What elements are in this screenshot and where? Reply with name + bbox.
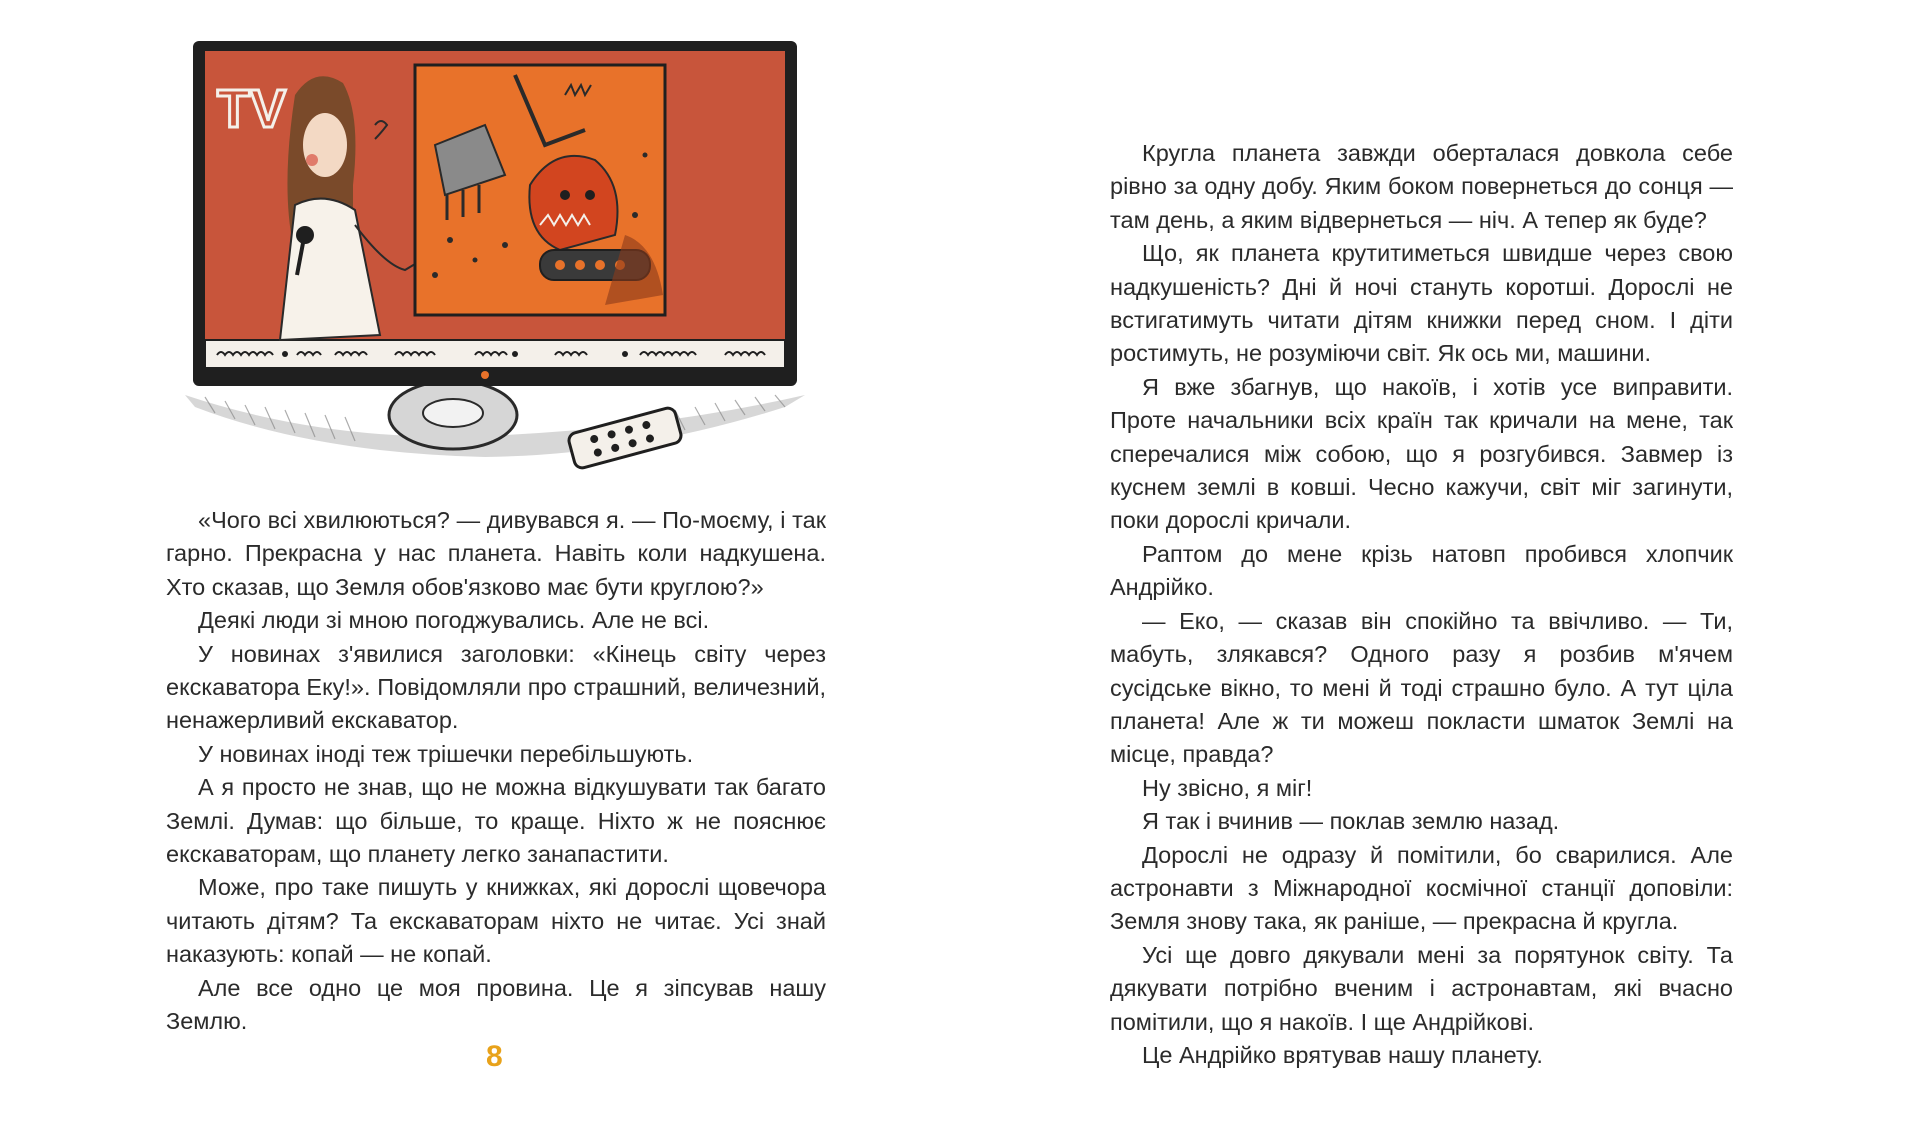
tv-illustration [185, 35, 825, 475]
paragraph: Може, про таке пишуть у книжках, які дорослі щовечора читають дітям? Та екскаваторам ніхто не читає. Усі знай наказують: копай — не копай. [166, 874, 826, 968]
paragraph: Раптом до мене крізь натовп пробився хлопчик Андрійко. [1110, 540, 1733, 601]
paragraph: Я так і вчинив — поклав землю назад. [1142, 808, 1560, 835]
paragraph: «Чого всі хвилюються? — дивувався я. — По-моєму, і так гарно. Прекрасна у нас планета. Навіть коли надкушена. Хто сказав, що Земля обов'язково має бути круглою?» [166, 507, 826, 600]
page-number: 8 [486, 1040, 503, 1073]
right-page-text [1110, 137, 1733, 1072]
right-page [960, 0, 1920, 1123]
paragraph: Дорослі не одразу й помітили, бо сварилися. Але астронавти з Міжнародної космічної станції доповіли: Земля знову така, як раніше, — прекрасна й кругла. [1110, 841, 1733, 935]
paragraph: Усі ще довго дякували мені за порятунок світу. Та дякувати потрібно вченим і астронавтам, які вчасно помітили, що я накоїв. І ще Андрійкові. [1110, 941, 1733, 1035]
paragraph: У новинах з'явилися заголовки: «Кінець світу через екскаватора Еку!». Повідомляли про страшний, величезний, ненажерливий екскаватор. [166, 640, 826, 734]
paragraph: — Еко, — сказав він спокійно та ввічливо. — Ти, мабуть, злякався? Одного разу я розбив м'ячем сусідське вікно, то мені й тоді страшно було. А тут ціла планета! Але ж ти можеш покласти шматок Землі на місце, правда? [1110, 607, 1733, 768]
paragraph: А я просто не знав, що не можна відкушувати так багато Землі. Думав: що більше, то краще. Ніхто ж не пояснює екскаваторам, що планету легко занапастити. [166, 774, 826, 868]
left-page-text [166, 504, 826, 1039]
tv-label: TV [217, 79, 287, 139]
paragraph: Це Андрійко врятував нашу планету. [1142, 1041, 1543, 1068]
paragraph: У новинах іноді теж трішечки перебільшують. [198, 740, 694, 767]
paragraph: Що, як планета крутитиметься швидше через свою надкушеність? Дні й ночі стануть коротші. Дорослі не встигатимуть читати дітям книжки перед сном. І діти ростимуть, не розуміючи світ. Як ось ми, машини. [1110, 240, 1733, 367]
paragraph: Кругла планета завжди оберталася довкола себе рівно за одну добу. Яким боком повернеться до сонця — там день, а яким відвернеться — ніч. А тепер як буде? [1110, 140, 1733, 233]
remote-control-icon [567, 406, 683, 469]
paragraph: Я вже збагнув, що накоїв, і хотів усе виправити. Проте начальники всіх країн так кричали на мене, так сперечалися між собою, що я розгубився. Завмер із куснем землі в ковші. Чесно кажучи, світ міг загинути, поки дорослі кричали. [1110, 373, 1733, 534]
paragraph: Але все одно це моя провина. Це я зіпсував нашу Землю. [166, 974, 826, 1035]
paragraph: Ну звісно, я міг! [1142, 774, 1313, 801]
paragraph: Деякі люди зі мною погоджувались. Але не всі. [198, 607, 710, 634]
